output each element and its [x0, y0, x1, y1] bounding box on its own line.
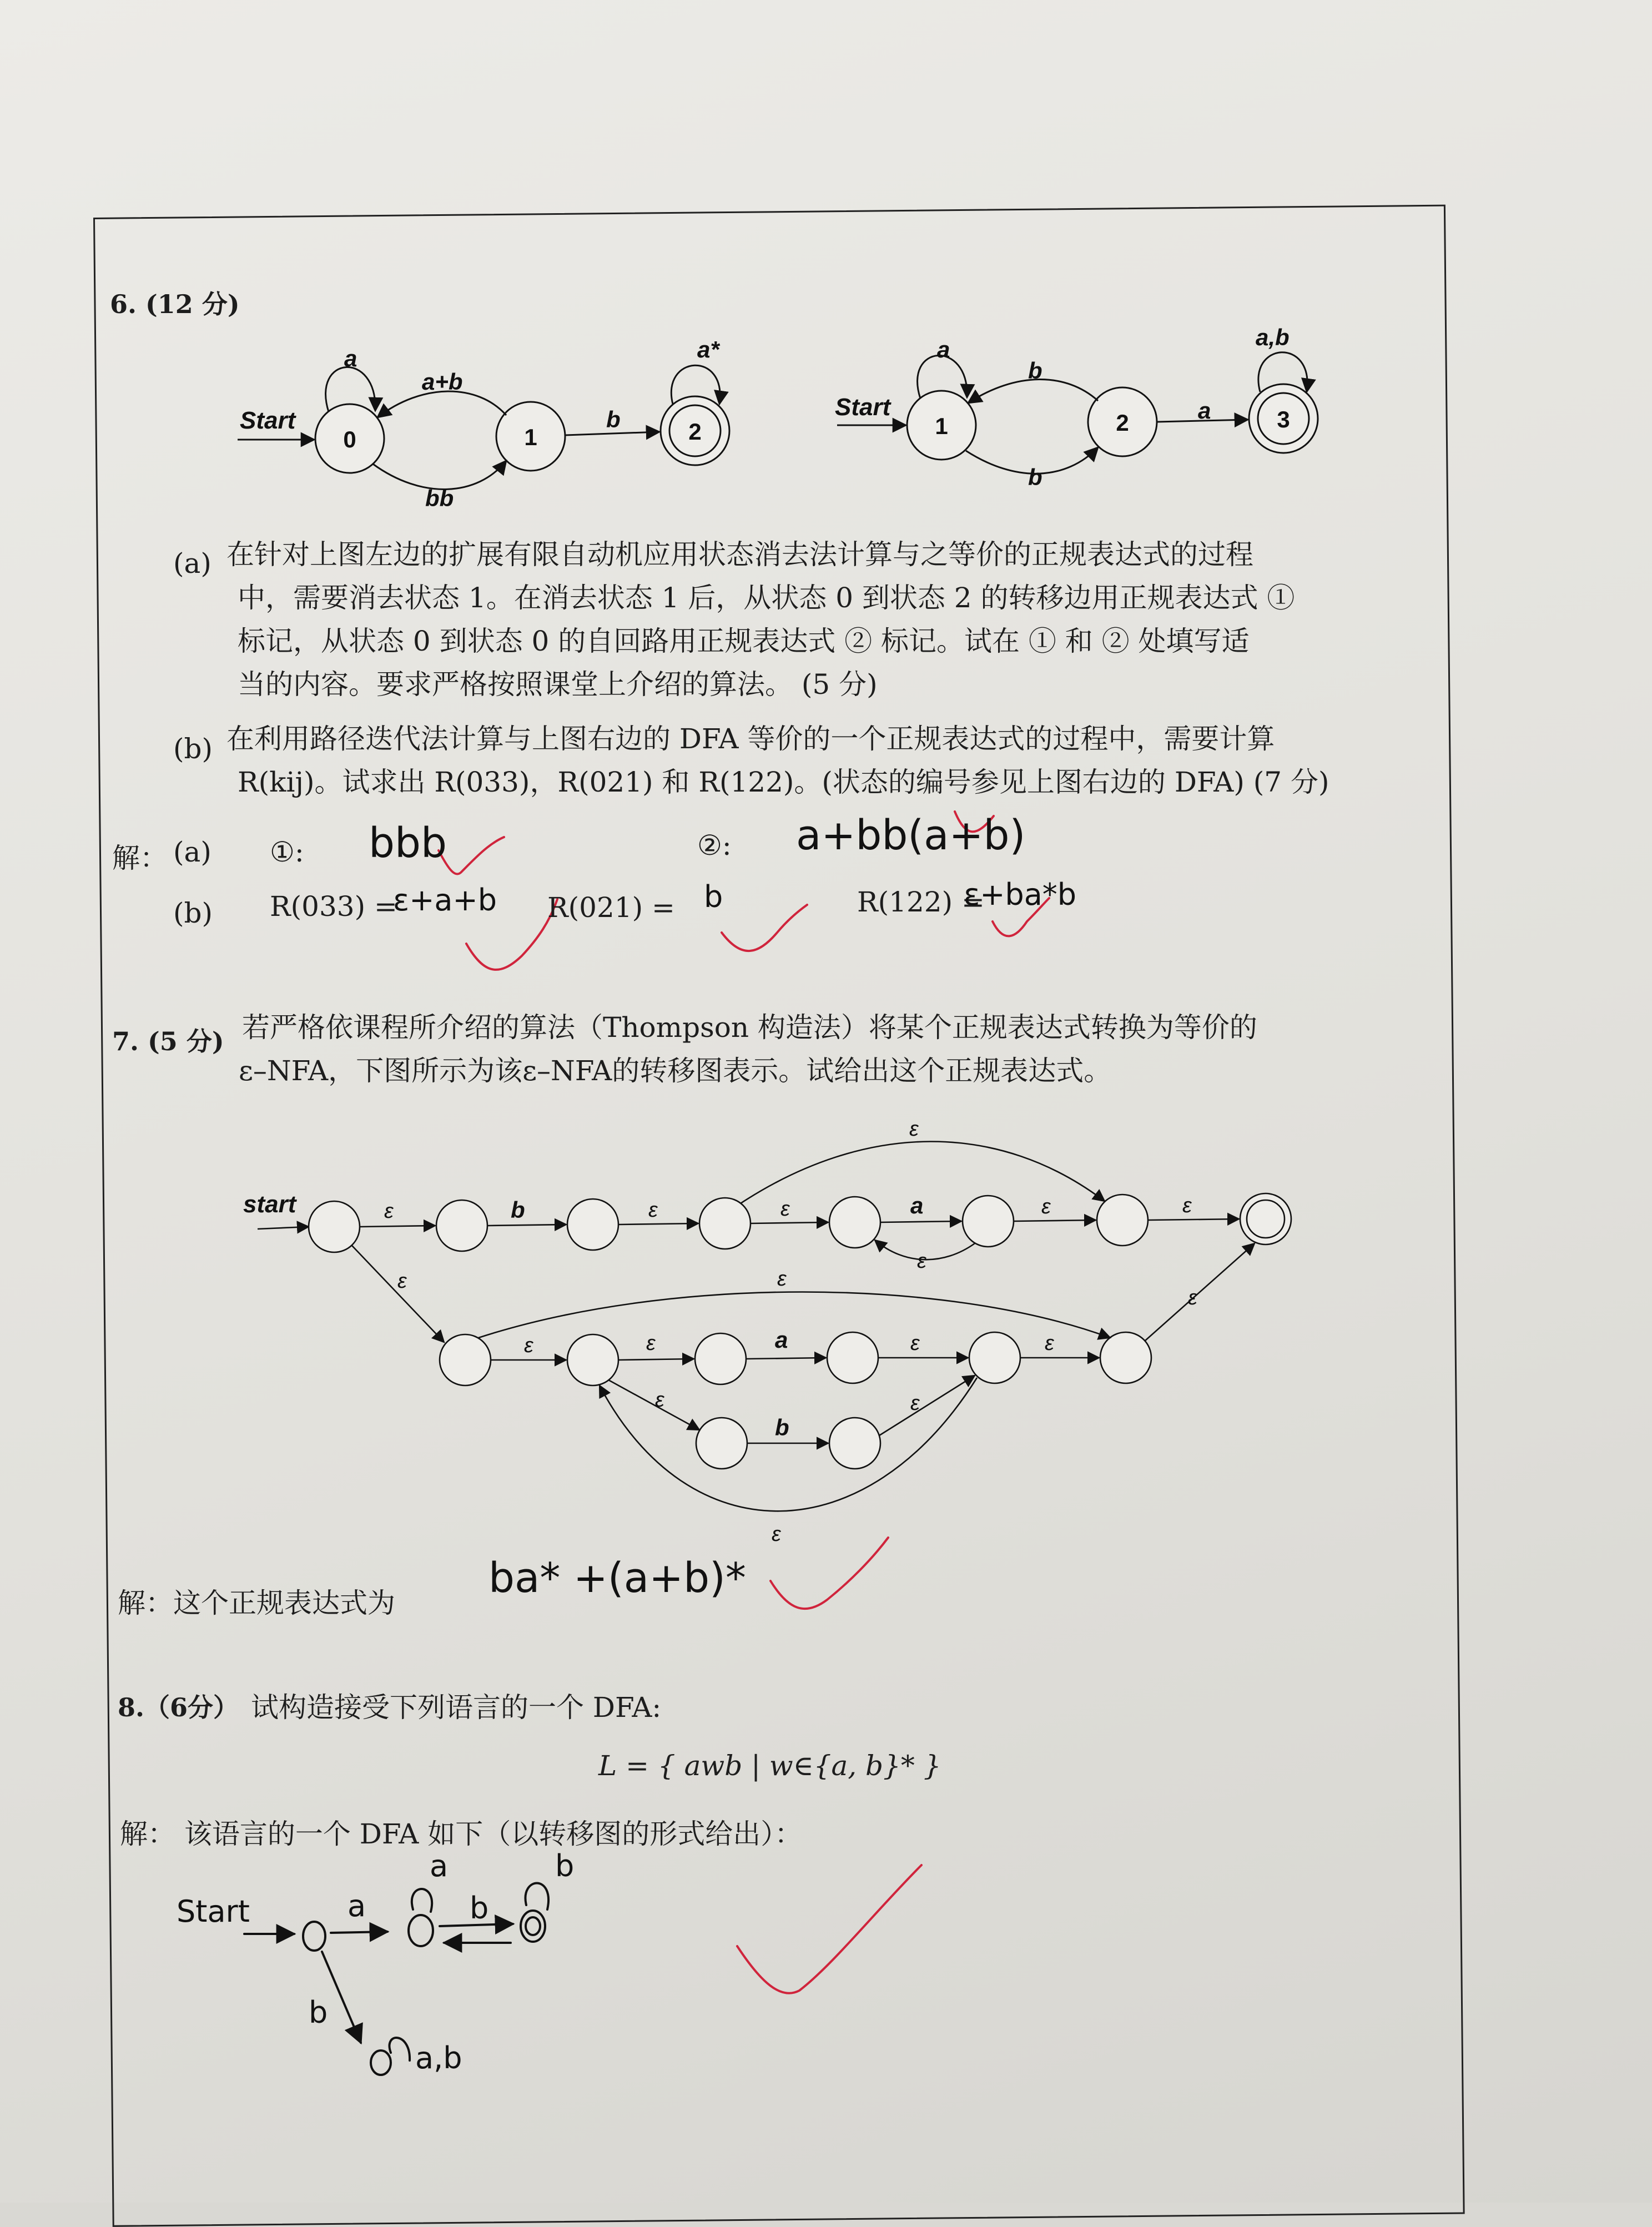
left-loop0-label: a: [344, 345, 357, 371]
q6a-label: (a): [173, 547, 211, 580]
q6-handwritten-2: a+bb(a+b): [796, 812, 1026, 859]
nfa-b-label: b: [511, 1197, 525, 1223]
check-mark-1: [439, 837, 504, 874]
q7-answer-prefix: 解：这个正规表达式为: [118, 1587, 395, 1619]
left-state-0: 0: [343, 426, 356, 452]
right-dfa-labels: [835, 324, 1290, 490]
nfa-eps-label: ε: [772, 1523, 781, 1546]
q6a-line3: 标记，从状态 0 到状态 0 的自回路用正规表达式 ② 标记。试在 ① 和 ② 处填写适: [238, 625, 1250, 657]
nfa-labels: [243, 1117, 1198, 1546]
q8-hw-loop-a: a: [430, 1848, 449, 1883]
left-state-2: 2: [688, 419, 702, 445]
q6-answer-prefix: 解：: [112, 842, 168, 874]
nfa-eps-label: ε: [1041, 1195, 1051, 1218]
left-state-1: 1: [524, 424, 537, 450]
nfa-eps-label: ε: [917, 1249, 926, 1273]
left-edge01-label: a+b: [422, 369, 463, 395]
check-mark-4: [722, 905, 807, 951]
nfa-eps-label: ε: [909, 1117, 919, 1141]
q7-header: 7. (5 分): [112, 1026, 224, 1056]
right-state-2: 2: [1116, 410, 1129, 436]
left-loop2-label: a*: [697, 336, 719, 362]
left-fa-labels: [240, 336, 720, 511]
q6a-line1: 在针对上图左边的扩展有限自动机应用状态消去法计算与之等价的正规表达式的过程: [226, 538, 1253, 571]
q6-handwritten-4: b: [704, 879, 723, 914]
q6b-line2: R(kij)。试求出 R(033)，R(021) 和 R(122)。(状态的编号参见上图右边的 DFA) (7 分): [238, 766, 1329, 798]
q6-handwritten-5: ε+ba*b: [964, 877, 1077, 912]
nfa-eps-label: ε: [1045, 1332, 1054, 1355]
left-edge10-label: bb: [425, 485, 454, 511]
nfa-diagram: [258, 1141, 1291, 1511]
q6b-label: (b): [173, 733, 213, 765]
q8-hw-start: Start: [177, 1894, 250, 1929]
q6-answer-c1: ①:: [270, 836, 304, 868]
nfa-eps-label: ε: [646, 1332, 656, 1355]
right-edge12-label: b: [1028, 464, 1042, 490]
nfa-eps-label: ε: [910, 1332, 920, 1355]
right-edge21-label: b: [1028, 357, 1042, 384]
nfa-a-label: a: [910, 1192, 924, 1218]
check-mark-6: [770, 1538, 888, 1609]
q6a-line2: 中，需要消去状态 1。在消去状态 1 后，从状态 0 到状态 2 的转移边用正规表达式 ①: [238, 582, 1295, 614]
left-start-label: Start: [240, 407, 296, 434]
right-loop1-label-text: a: [937, 336, 950, 362]
nfa-eps-label: ε: [1182, 1194, 1192, 1217]
nfa-eps-label: ε: [384, 1200, 394, 1223]
nfa-eps-label: ε: [655, 1388, 664, 1412]
right-start-label: Start: [835, 394, 891, 421]
right-dfa-diagram: [837, 352, 1318, 474]
nfa-a-label: a: [775, 1327, 788, 1353]
q8-hw-b: b: [470, 1891, 489, 1926]
nfa-eps-label: ε: [397, 1269, 407, 1293]
nfa-eps-label: ε: [910, 1392, 920, 1415]
q6-header: 6. (12 分): [110, 289, 240, 319]
q8-header: 8.（6分）: [118, 1692, 239, 1722]
q6-answer-r1: R(033) =: [270, 890, 397, 923]
nfa-eps-label: ε: [1188, 1286, 1197, 1309]
left-edge12-label: b: [606, 406, 621, 432]
q8-hw-a: a: [347, 1888, 366, 1923]
right-state-3: 3: [1277, 406, 1290, 432]
q6-answer-b-label: (b): [173, 897, 213, 929]
right-loop3-label: a,b: [1256, 324, 1290, 350]
q6-answer-a-label: (a): [173, 836, 211, 868]
right-state-1: 1: [935, 413, 948, 439]
q8-language: L = { awb | w∈{a, b}* }: [598, 1750, 941, 1782]
q6-handwritten-3: ε+a+b: [393, 883, 497, 918]
q6-answer-r3: R(122) =: [857, 886, 985, 918]
q7-line1: 若严格依课程所介绍的算法（Thompson 构造法）将某个正规表达式转换为等价的: [242, 1011, 1257, 1044]
nfa-eps-label: ε: [777, 1267, 787, 1291]
check-mark-7: [737, 1865, 921, 1993]
q7-handwritten-answer: ba* +(a+b)*: [488, 1554, 746, 1602]
nfa-b-label: b: [775, 1414, 789, 1440]
nfa-eps-label: ε: [780, 1197, 790, 1221]
q6b-line1: 在利用路径迭代法计算与上图右边的 DFA 等价的一个正规表达式的过程中，需要计算: [226, 723, 1275, 755]
q8-hw-dead-b: b: [309, 1995, 328, 2030]
q6-answer-c2: ②:: [697, 829, 732, 861]
q6-answer-r2: R(021) =: [547, 891, 675, 924]
q8-answer-prefix: 解： 该语言的一个 DFA 如下（以转移图的形式给出）：: [120, 1818, 803, 1850]
nfa-eps-label: ε: [524, 1334, 533, 1357]
q7-line2: ε–NFA，下图所示为该ε–NFA的转移图表示。试给出这个正规表达式。: [239, 1055, 1112, 1087]
nfa-start-label: start: [243, 1191, 296, 1218]
q8-hw-dead-label: a,b: [415, 2040, 462, 2075]
q8-prompt: 试构造接受下列语言的一个 DFA:: [251, 1691, 662, 1724]
nfa-eps-label: ε: [648, 1198, 658, 1222]
left-fa-diagram: [238, 365, 729, 489]
q8-hw-loop-b: b: [555, 1848, 575, 1883]
q6a-line4: 当的内容。要求严格按照课堂上介绍的算法。 (5 分): [238, 668, 878, 701]
q6-handwritten-1: bbb: [369, 819, 447, 867]
right-edge23-label: a: [1198, 397, 1211, 424]
handwritten-dfa: [244, 1883, 548, 2075]
